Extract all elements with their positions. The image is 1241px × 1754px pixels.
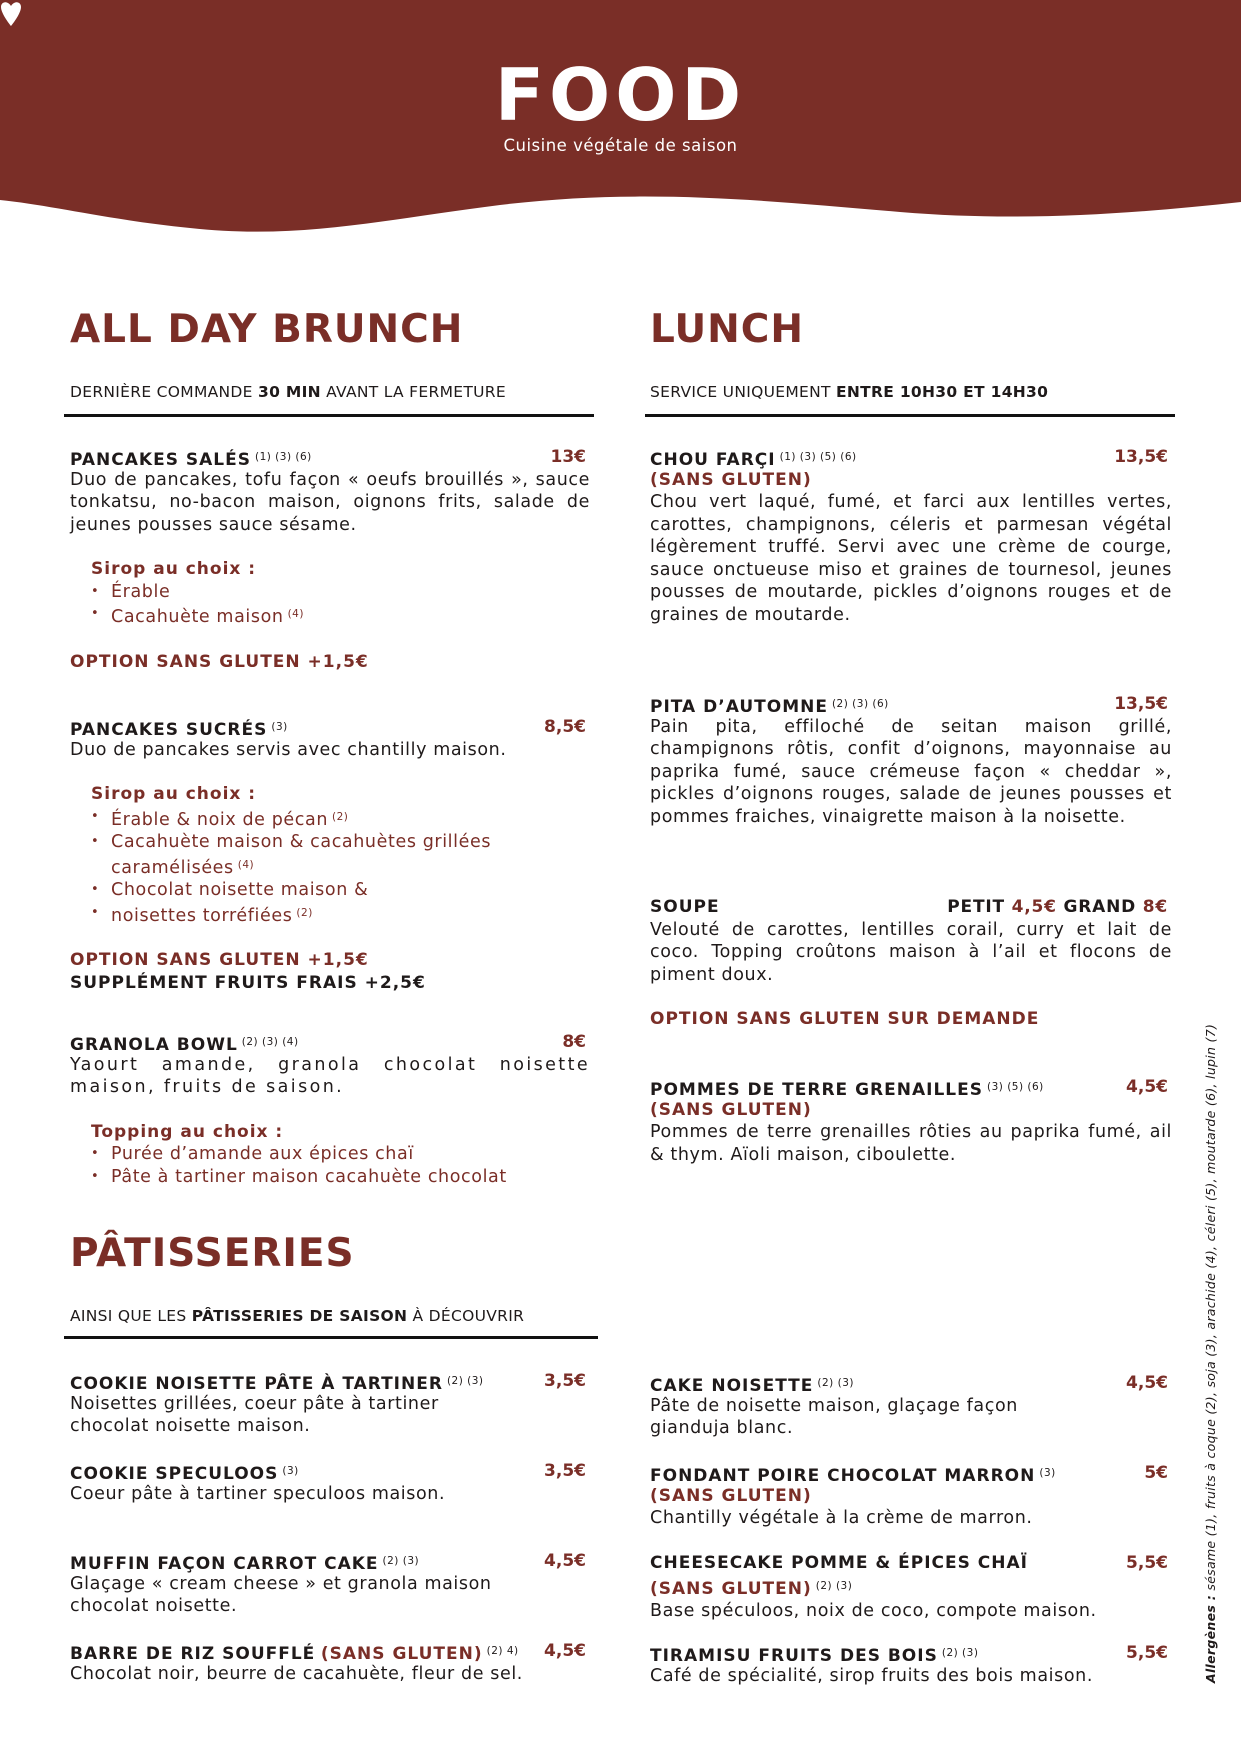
choice-list [91,1143,590,1188]
choice-text: noisettes torréfiées [111,905,293,926]
item-name: POMMES DE TERRE GRENAILLES [650,1080,983,1100]
patisseries-sub-text-end: À DÉCOUVRIR [407,1307,525,1325]
item-name: SOUPE [650,897,720,917]
item-name: MUFFIN FAÇON CARROT CAKE [70,1554,379,1574]
item-allergens: (1) (3) (6) [254,451,312,463]
item-description: Pain pita, effiloché de seitan maison grillé, champignons rôtis, confit d’oignons, mayonnaise au paprika fumé, sauce crémeuse façon « cheddar », pickles d’oignons rouges, salade de jeunes pousses et pommes fraiches, vinaigrette maison à la noisette. [650,716,1172,827]
item-allergens: (2) (3) [941,1647,979,1659]
choice-allergens: (2) [296,906,313,919]
choice-allergens: (2) [332,810,349,823]
pastry-cake-noisette [650,1372,1172,1440]
item-description: Pâte de noisette maison, glaçage façon gianduja blanc. [650,1395,1018,1438]
header-band [0,0,1241,250]
item-name: COOKIE NOISETTE PÂTE À TARTINER [70,1374,443,1394]
item-price: 5,5€ [1126,1643,1168,1663]
menu-item-granola-bowl [70,1031,590,1188]
price-small-label: PETIT [947,897,1005,917]
lunch-sub-text: SERVICE UNIQUEMENT [650,383,836,401]
price-large: 8€ [1142,897,1168,917]
item-description: Chantilly végétale à la crème de marron. [650,1508,1033,1528]
item-price: 4,5€ [544,1551,586,1571]
option-sans-gluten: OPTION SANS GLUTEN +1,5€ [70,950,369,970]
item-name: CAKE NOISETTE [650,1376,814,1396]
choice-text: Érable & noix de pécan [111,809,329,830]
item-price: 8€ [562,1032,586,1052]
item-allergens: (3) (5) (6) [986,1081,1044,1093]
item-allergens: (2) (3) [817,1377,854,1389]
gluten-free-tag: (SANS GLUTEN) [320,1644,483,1664]
allergens-label: Allergènes : [1203,1594,1218,1683]
item-name: PITA D’AUTOMNE [650,697,828,717]
choice-list [91,581,590,629]
pastry-tiramisu [650,1642,1172,1687]
item-allergens: (2) (3) (4) [241,1036,299,1048]
gluten-free-tag: (SANS GLUTEN) [650,469,812,490]
item-allergens: (2) (3) [382,1555,420,1567]
choice-allergens: (4) [237,858,255,871]
choice-text: Pâte à tartiner maison cacahuète chocolat [111,1166,507,1187]
item-allergens: (2) 4) [486,1645,519,1657]
item-price: 13,5€ [1114,447,1168,467]
brand-subtitle: Cuisine végétale de saison [503,136,738,155]
choice-item [91,902,590,928]
item-name: PANCAKES SALÉS [70,450,251,470]
item-name: FONDANT POIRE CHOCOLAT MARRON [650,1466,1036,1486]
price-small: 4,5€ [1011,897,1057,917]
brand-title: FOOD [494,53,747,137]
item-name: CHOU FARÇI [650,450,776,470]
item-description: Base spéculoos, noix de coco, compote maison. [650,1601,1097,1621]
choice-item [91,879,590,902]
item-allergens: (1) (3) (5) (6) [779,451,857,463]
lunch-sub-bold: ENTRE 10H30 ET 14H30 [835,383,1049,401]
item-price: 5,5€ [1126,1553,1168,1573]
item-description: Coeur pâte à tartiner speculoos maison. [70,1483,446,1504]
choice-text: Purée d’amande aux épices chaï [111,1144,414,1164]
price-large-label: GRAND [1063,897,1137,917]
menu-item-pita-automne [650,693,1172,828]
item-name: TIRAMISU FRUITS DES BOIS [650,1646,938,1666]
lunch-rule [645,414,1175,417]
option-sans-gluten: OPTION SANS GLUTEN SUR DEMANDE [650,1009,1040,1029]
menu-item-pancakes-sales [70,446,590,673]
choice-text: Cacahuète maison & cacahuètes grillées caramélisées [111,832,492,878]
patisseries-title: PÂTISSERIES [70,1231,355,1276]
menu-item-pommes-de-terre [650,1076,1172,1166]
choice-text: Chocolat noisette maison & [111,880,369,900]
choice-item [91,581,590,604]
item-price-sizes [947,896,1168,919]
patisseries-subtitle [70,1306,524,1326]
item-description: Glaçage « cream cheese » et granola maison chocolat noisette. [70,1573,492,1616]
item-description: Yaourt amande, granola chocolat noisette maison, fruits de saison. [70,1054,590,1097]
choice-title: Topping au choix : [91,1121,284,1142]
item-description: Duo de pancakes servis avec chantilly maison. [70,739,507,760]
pastry-barre-riz [70,1640,590,1685]
choice-item [91,806,590,832]
item-name: CHEESECAKE POMME & ÉPICES CHAÏ [650,1553,1028,1573]
gluten-line [650,1575,1172,1601]
lunch-title: LUNCH [650,307,805,352]
item-allergens: (3) [1039,1467,1056,1479]
item-description: Café de spécialité, sirop fruits des bois maison. [650,1665,1093,1686]
choice-text: Érable [111,581,171,602]
item-name: BARRE DE RIZ SOUFFLÉ [70,1644,316,1664]
item-price: 4,5€ [1126,1373,1168,1393]
choice-text: Cacahuète maison [111,607,284,627]
item-price: 3,5€ [544,1461,586,1481]
choice-item [91,831,590,879]
item-allergens: (3) [282,1465,299,1477]
menu-item-pancakes-sucres [70,716,590,994]
item-price: 13€ [550,447,586,467]
item-allergens: (2) (3) (6) [831,698,889,710]
brunch-rule [64,414,594,417]
item-name: COOKIE SPECULOOS [70,1464,279,1484]
choice-block [91,558,590,629]
gluten-free-tag: (SANS GLUTEN) [650,1099,812,1120]
lunch-subtitle [650,382,1048,402]
item-name: PANCAKES SUCRÉS [70,720,268,740]
menu-item-soupe [650,896,1172,1031]
choice-title: Sirop au choix : [91,784,257,804]
item-description: Chou vert laqué, fumé, et farci aux lentilles vertes, carottes, champignons, céleris et parmesan végétal légèrement truffé. Servi avec une crème de courge, sauce onctueuse miso et graines de tournesol, jeunes pousses de moutarde, pickles d’oignons rouges et de graines de moutarde. [650,492,1172,625]
item-description: Pommes de terre grenailles rôties au paprika fumé, ail & thym. Aïoli maison, ciboulette. [650,1122,1172,1165]
item-price: 4,5€ [544,1641,586,1661]
gluten-free-tag: (SANS GLUTEN) [650,1578,812,1599]
choice-allergens: (4) [287,608,304,620]
item-description: Chocolat noir, beurre de cacahuète, fleur de sel. [70,1663,523,1684]
choice-item [91,1143,590,1166]
patisseries-sub-bold: PÂTISSERIES DE SAISON [191,1307,408,1325]
item-price: 5€ [1144,1463,1168,1483]
choice-item [91,603,590,629]
pastry-cheesecake [650,1552,1172,1623]
brunch-sub-bold: 30 MIN [257,383,321,401]
option-fruits-frais: SUPPLÉMENT FRUITS FRAIS +2,5€ [70,972,426,993]
item-allergens: (2) (3) [446,1375,484,1387]
gluten-free-tag: (SANS GLUTEN) [650,1485,812,1506]
brunch-sub-text-end: AVANT LA FERMETURE [320,383,506,401]
option-sans-gluten: OPTION SANS GLUTEN +1,5€ [70,651,369,672]
brunch-subtitle [70,382,506,402]
pastry-cookie-speculoos [70,1460,590,1505]
allergens-note [1203,1013,1218,1683]
pastry-muffin-carrot [70,1550,590,1618]
item-price: 3,5€ [544,1371,586,1391]
brunch-sub-text: DERNIÈRE COMMANDE [70,383,258,401]
item-description: Noisettes grillées, coeur pâte à tartiner chocolat noisette maison. [70,1393,439,1436]
patisseries-rule [64,1336,598,1339]
brunch-title: ALL DAY BRUNCH [70,307,464,352]
item-price: 8,5€ [544,717,586,737]
item-name: GRANOLA BOWL [70,1035,238,1055]
patisseries-sub-text: AINSI QUE LES [70,1307,192,1325]
choice-list [91,806,590,928]
pastry-cookie-noisette [70,1370,590,1438]
menu-item-chou-farci [650,446,1172,626]
item-allergens: (2) (3) [815,1579,853,1592]
item-allergens: (3) [271,721,288,733]
item-description: Velouté de carottes, lentilles corail, curry et lait de coco. Topping croûtons maison à l’ail et flocons de piment doux. [650,919,1172,985]
item-description: Duo de pancakes, tofu façon « oeufs brouillés », sauce tonkatsu, no-bacon maison, oignons frits, salade de jeunes pousses sauce sésame. [70,469,590,535]
choice-title: Sirop au choix : [91,559,257,579]
heart-icon [0,0,22,28]
choice-block [91,1121,590,1189]
item-price: 4,5€ [1126,1077,1168,1097]
choice-block [91,783,590,927]
allergens-text: sésame (1), fruits à coque (2), soja (3), arachide (4), céleri (5), moutarde (6), lupin (7) [1203,1023,1218,1595]
choice-item [91,1166,590,1189]
item-price: 13,5€ [1114,694,1168,714]
pastry-fondant-poire [650,1462,1172,1530]
